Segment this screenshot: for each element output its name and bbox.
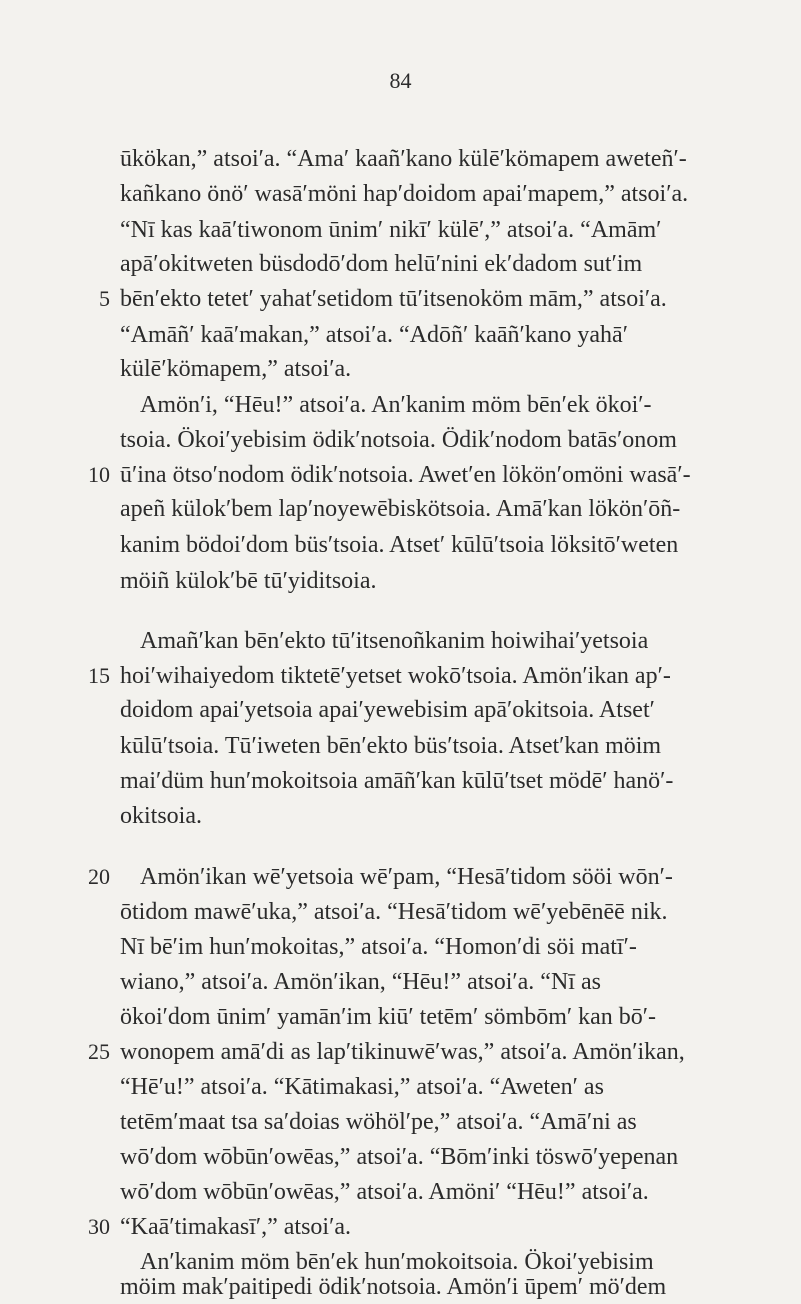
text-line: Nī bē′im hun′mokoitas,” atsoi′a. “Homon′di söi matī′- (120, 934, 637, 960)
text-line: Amön′ikan wē′yetsoia wē′pam, “Hesā′tidom sööi wōn′- (140, 864, 673, 890)
text-line: ūkökan,” atsoi′a. “Ama′ kaañ′kano külē′kömapem aweteñ′- (120, 146, 687, 172)
line-number: 15 (88, 663, 110, 688)
text-line: möim mak′paitipedi ödik′notsoia. Amön′i ūpem′ mö′dem (120, 1274, 667, 1300)
text-line: wiano,” atsoi′a. Amön′ikan, “Hēu!” atsoi′a. “Nī as (120, 969, 601, 995)
text-line: hoi′wihaiyedom tiktetē′yetset wokō′tsoia. Amön′ikan ap′- (120, 663, 671, 689)
text-line: wonopem amā′di as lap′tikinuwē′was,” atsoi′a. Amön′ikan, (120, 1039, 685, 1065)
text-line: tetēm′maat tsa sa′doias wöhöl′pe,” atsoi′a. “Amā′ni as (120, 1109, 637, 1135)
text-line: “Hē′u!” atsoi′a. “Kātimakasi,” atsoi′a. “Aweten′ as (120, 1074, 604, 1100)
text-line: okitsoia. (120, 803, 202, 829)
text-line: ōtidom mawē′uka,” atsoi′a. “Hesā′tidom wē′yebēnēē nik. (120, 899, 668, 925)
text-line: doidom apai′yetsoia apai′yewebisim apā′okitsoia. Atset′ (120, 697, 655, 723)
text-line: “Amāñ′ kaā′makan,” atsoi′a. “Adōñ′ kaāñ′kano yahā′ (120, 322, 628, 348)
text-line: wō′dom wōbūn′owēas,” atsoi′a. “Bōm′inki töswō′yepenan (120, 1144, 679, 1170)
text-line: kañkano önö′ wasā′möni hap′doidom apai′mapem,” atsoi′a. (120, 181, 689, 207)
text-line: wō′dom wōbūn′owēas,” atsoi′a. Amöni′ “Hēu!” atsoi′a. (120, 1179, 649, 1205)
text-line: kūlū′tsoia. Tū′iweten bēn′ekto büs′tsoia. Atset′kan möim (120, 733, 662, 759)
text-line: An′kanim möm bēn′ek hun′mokoitsoia. Ökoi′yebisim (140, 1249, 654, 1275)
text-line: Amön′i, “Hēu!” atsoi′a. An′kanim möm bēn′ek ökoi′- (140, 392, 652, 418)
text-line: “Kaā′timakasī′,” atsoi′a. (120, 1214, 351, 1240)
text-line: apā′okitweten büsdodō′dom helū′nini ek′dadom sut′im (120, 251, 643, 277)
text-line: bēn′ekto tetet′ yahat′setidom tū′itsenoköm mām,” atsoi′a. (120, 286, 667, 312)
text-line: tsoia. Ökoi′yebisim ödik′notsoia. Ödik′nodom batās′onom (120, 427, 677, 453)
text-line: külē′kömapem,” atsoi′a. (120, 356, 352, 382)
line-number: 20 (88, 864, 110, 889)
text-line: kanim bödoi′dom büs′tsoia. Atset′ kūlū′tsoia löksitō′weten (120, 532, 679, 558)
page-number: 84 (389, 68, 412, 93)
line-number: 10 (88, 462, 110, 487)
text-line: mai′düm hun′mokoitsoia amāñ′kan kūlū′tset mödē′ hanö′- (120, 768, 674, 794)
text-line: ū′ina ötso′nodom ödik′notsoia. Awet′en lökön′omöni wasā′- (120, 462, 691, 488)
text-line: “Nī kas kaā′tiwonom ūnim′ nikī′ külē′,” atsoi′a. “Amām′ (120, 217, 662, 243)
line-number: 25 (88, 1039, 110, 1064)
line-number: 5 (99, 286, 110, 311)
text-line: möiñ külok′bē tū′yiditsoia. (120, 568, 377, 594)
text-line: apeñ külok′bem lap′noyewēbiskötsoia. Amā′kan lökön′ōñ- (120, 496, 681, 522)
line-number: 30 (88, 1214, 110, 1239)
text-line: ökoi′dom ūnim′ yamān′im kiū′ tetēm′ sömbōm′ kan bō′- (120, 1004, 657, 1030)
text-line: Amañ′kan bēn′ekto tū′itsenoñkanim hoiwihai′yetsoia (140, 628, 649, 654)
